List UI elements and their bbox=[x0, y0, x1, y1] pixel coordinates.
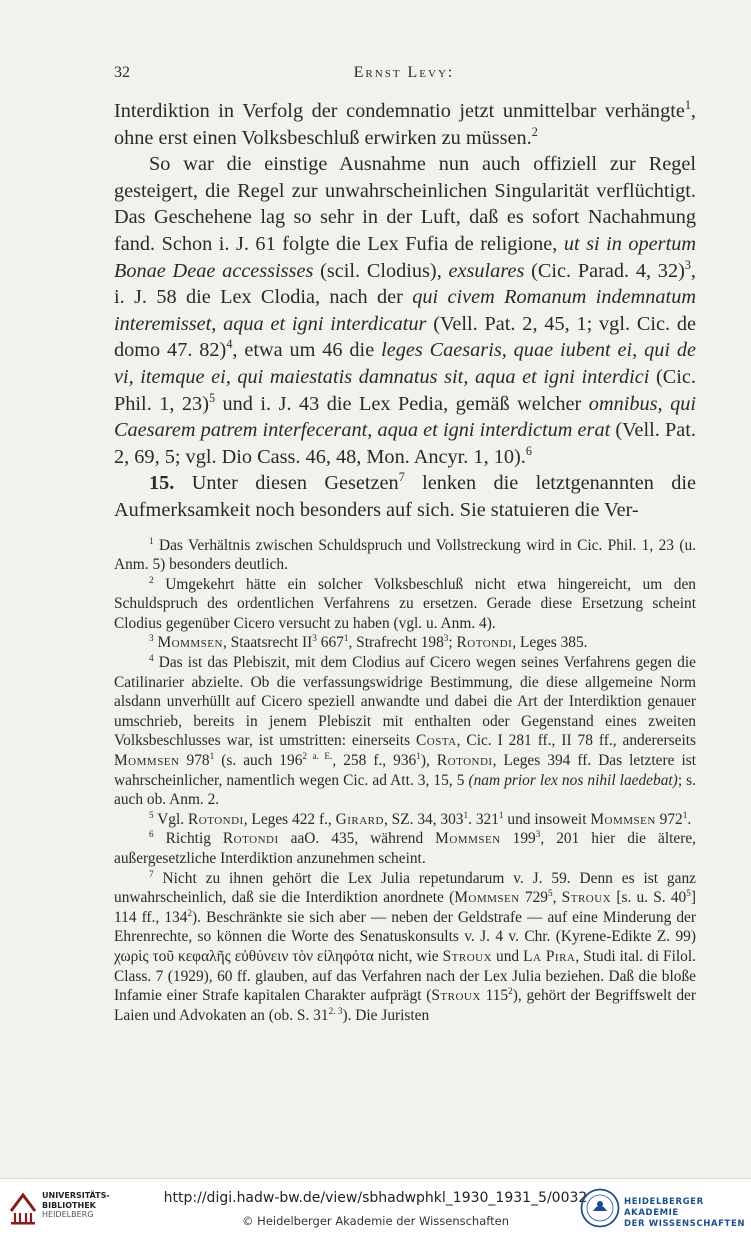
page-body bbox=[114, 98, 696, 1025]
viewer-footer bbox=[0, 1178, 751, 1236]
running-header bbox=[114, 64, 694, 84]
university-library-name: UNIVERSITÄTS- BIBLIOTHEK HEIDELBERG bbox=[42, 1191, 110, 1219]
academy-seal-icon bbox=[580, 1188, 620, 1228]
copyright-notice: © Heidelberger Akademie der Wissenschaften bbox=[242, 1214, 509, 1228]
footnotes: $^1$ Das Verhältnis zwischen Schuldspruch und Vollstreckung wird in Cic. Phil. 1, 23 (u. Anm. 5) besonders deutlich. $^2$ Umgekehrt hätte ein solcher Volksbeschluß nicht etwa hingereicht, um den Schuldspruch des ordentlichen Verfahrens zu ersetzen. Gerade diese Ersetzung scheint Clodius gegenüber Cicero versucht zu haben (vgl. u. Anm. 4). $^3$ Mommsen, Staatsrecht $II^3$ $667^1$, Strafrecht $198^3$; Rotondi, Leges 385. $^4$ Das ist das Plebiszit, mit dem Clodius auf Cicero wegen seines Verfahrens gegen die Catilinarier abzielte. Ob die verfassungswidrige Bestimmung, die diese allgemeine Norm alsdann unverhüllt auf Cicero speziell anwandte und dabei die Art der Interdiktion genauer umschrieb, bereits in jenem Plebiszit mit enthalten oder Gegenstand eines zweiten Volksbeschlusses war, ist umstritten: einerseits Costa, Cic. I 281 ff., II 78 ff., andererseits Mommsen $978^1$ (s. auch $196^{2 a. E.}$, 258 f., $936^1$), Rotondi, Leges 394 ff. Das letztere ist wahrscheinlicher, namentlich wegen Cic. ad Att. 3, 15, 5 (nam prior lex nos nihil laedebat); s. auch ob. Anm. 2. $^5$ Vgl. Rotondi, Leges 422 f., Girard, SZ. 34, $303^1$. $321^1$ und insoweit Mommsen $972^1$. $^6$ Richtig Rotondi aaO. 435, während Mommsen $199^3$, 201 hier die ältere, außergesetzliche Interdiktion anzunehmen scheint. $^7$ Nicht zu ihnen gehört die Lex Julia repetundarum v. J. 59. Denn es ist ganz unwahrscheinlich, daß sie die Interdiktion anordnete (Mommsen $729^5$, Stroux [s. u. S. $40^5$] 114 ff., $134^2$). Beschränkte sie sich aber — neben der Geldstrafe — auf eine Minderung der Ehrenrechte, so können die Worte des Senatuskonsults v. J. 4 v. Chr. (Kyrene-Edikte Z. 99) χωρὶς τοῦ κεφαλῆς εὐθύνειν τὸν εἰληφότα nicht, wie Stroux und La Pira, Studi ital. di Filol. Class. 7 (1929), 60 ff. glauben, auf das Verfahren nach der Lex Julia beziehen. Daß die bloße Infamie einer Strafe kapitalen Charakter aufprägt (Stroux $115^2$), gehört der Begriffswelt der Laien und Advokaten an (ob. S. $31^{2. 3}$). Die Juristen bbox=[114, 535, 697, 1024]
academy-name: HEIDELBERGER AKADEMIE DER WISSENSCHAFTEN bbox=[624, 1197, 746, 1229]
permalink-url[interactable]: http://digi.hadw-bw.de/view/sbhadwphkl_1930_1931_5/0032 bbox=[163, 1190, 588, 1206]
page-number: 32 bbox=[114, 64, 130, 81]
running-head-author: Ernst Levy: bbox=[353, 64, 455, 81]
main-text: Interdiktion in Verfolg der condemnatio jetzt unmittelbar verhängte$^1$, ohne erst einen Volksbeschluß erwirken zu müssen.$^2$ So war die einstige Ausnahme nun auch offiziell zur Regel gesteigert, die Regel zur unwahrscheinlichen Singularität verflüchtigt. Das Geschehene lag so sehr in der Luft, daß es sofort Nachahmung fand. Schon i. J. 61 folgte die Lex Fufia de religione, ut si in opertum Bonae Deae accessisses (scil. Clodius), exsulares (Cic. Parad. 4, 32)$^3$, i. J. 58 die Lex Clodia, nach der qui civem Romanum indemnatum interemisset, aqua et igni interdicatur (Vell. Pat. 2, 45, 1; vgl. Cic. de domo 47. 82)$^4$, etwa um 46 die leges Caesaris, quae iubent ei, qui de vi, itemque ei, qui maiestatis damnatus sit, aqua et igni interdici (Cic. Phil. 1, 23)$^5$ und i. J. 43 die Lex Pedia, gemäß welcher omnibus, qui Caesarem patrem interfecerant, aqua et igni interdictum erat (Vell. Pat. 2, 69, 5; vgl. Dio Cass. 46, 48, Mon. Ancyr. 1, 10).$^6$ 15. Unter diesen Gesetzen$^7$ lenken die letztgenannten die Aufmerksamkeit noch besonders auf sich. Sie statuieren die Ver- bbox=[114, 98, 697, 521]
